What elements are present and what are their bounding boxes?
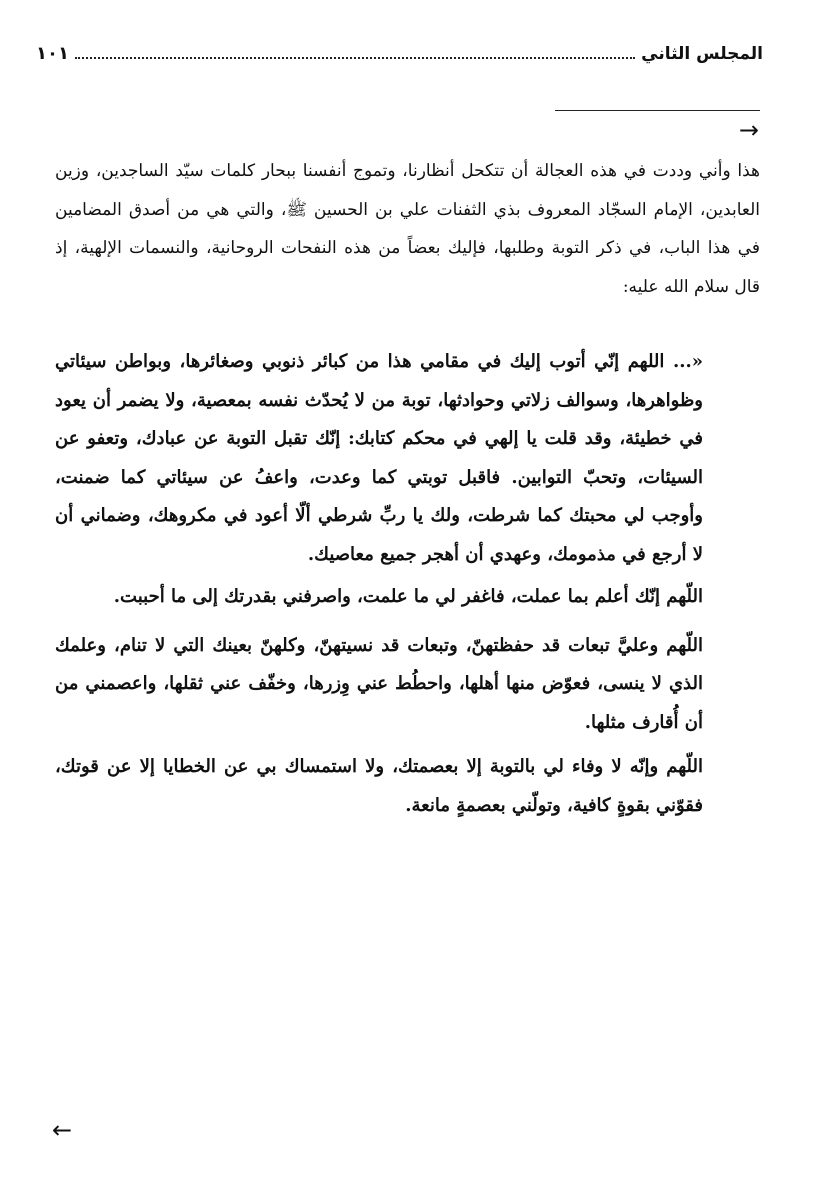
chapter-title: المجلس الثاني bbox=[641, 44, 763, 64]
arrow-right-icon: → bbox=[738, 116, 759, 144]
dotted-leader bbox=[75, 57, 635, 59]
supplication-block bbox=[55, 343, 703, 825]
supplication-paragraph-3: اللّهم وعليَّ تبعات قد حفظتهنّ، وتبعات قد نسيتهنّ، وكلهنّ بعينك التي لا تنام، وعلمك الذي لا ينسى، فعوّض منها أهلها، واحطُط عني وِزرها، وخفّف عني ثقلها، واعصمني من أن أُقارف مثلها. bbox=[55, 634, 703, 733]
running-header bbox=[36, 36, 763, 64]
intro-paragraph: هذا وأني وددت في هذه العجالة أن تتكحل أنظارنا، وتموج أنفسنا ببحار كلمات سيّد الساجدين، وزين العابدين، الإمام السجّاد المعروف بذي الثفنات علي بن الحسين ﷺ، والتي هي من أصدق المضامين في هذا الباب، في ذكر التوبة وطلبها، فإليك بعضاً من هذه النفحات الروحانية، والنسمات الإلهية، إذ قال سلام الله عليه: bbox=[55, 161, 760, 297]
supplication-paragraph-1: «... اللهم إنّي أتوب إليك في مقامي هذا من كبائر ذنوبي وصغائرها، وبواطن سيئاتي وظواهرها، وسوالف زلاتي وحوادثها، توبة من لا يُحدّث نفسه بمعصية، ولا يضمر أن يعود في خطيئة، وقد قلت يا إلهي في محكم كتابك: إنّك تقبل التوبة عن عبادك، وتعفو عن السيئات، وتحبّ التوابين. فاقبل توبتي كما وعدت، واعفُ عن سيئاتي كما ضمنت، وأوجب لي محبتك كما شرطت، ولك يا ربِّ شرطي ألّا أعود في مكروهك، وضماني أن لا أرجع في مذمومك، وعهدي أن أهجر جميع معاصيك. bbox=[55, 351, 703, 565]
supplication-paragraph-2: اللّهم إنّك أعلم بما عملت، فاغفر لي ما علمت، واصرفني بقدرتك إلى ما أحببت. bbox=[113, 586, 703, 607]
top-rule bbox=[555, 110, 760, 111]
arrow-left-icon: ← bbox=[52, 1116, 73, 1144]
page-number: ١٠١ bbox=[36, 43, 69, 64]
supplication-paragraph-4: اللّهم وإنّه لا وفاء لي بالتوبة إلا بعصمتك، ولا استمساك بي عن الخطايا إلا عن قوتك، فقوّني بقوةٍ كافية، وتولّني بعصمةٍ مانعة. bbox=[55, 756, 703, 816]
